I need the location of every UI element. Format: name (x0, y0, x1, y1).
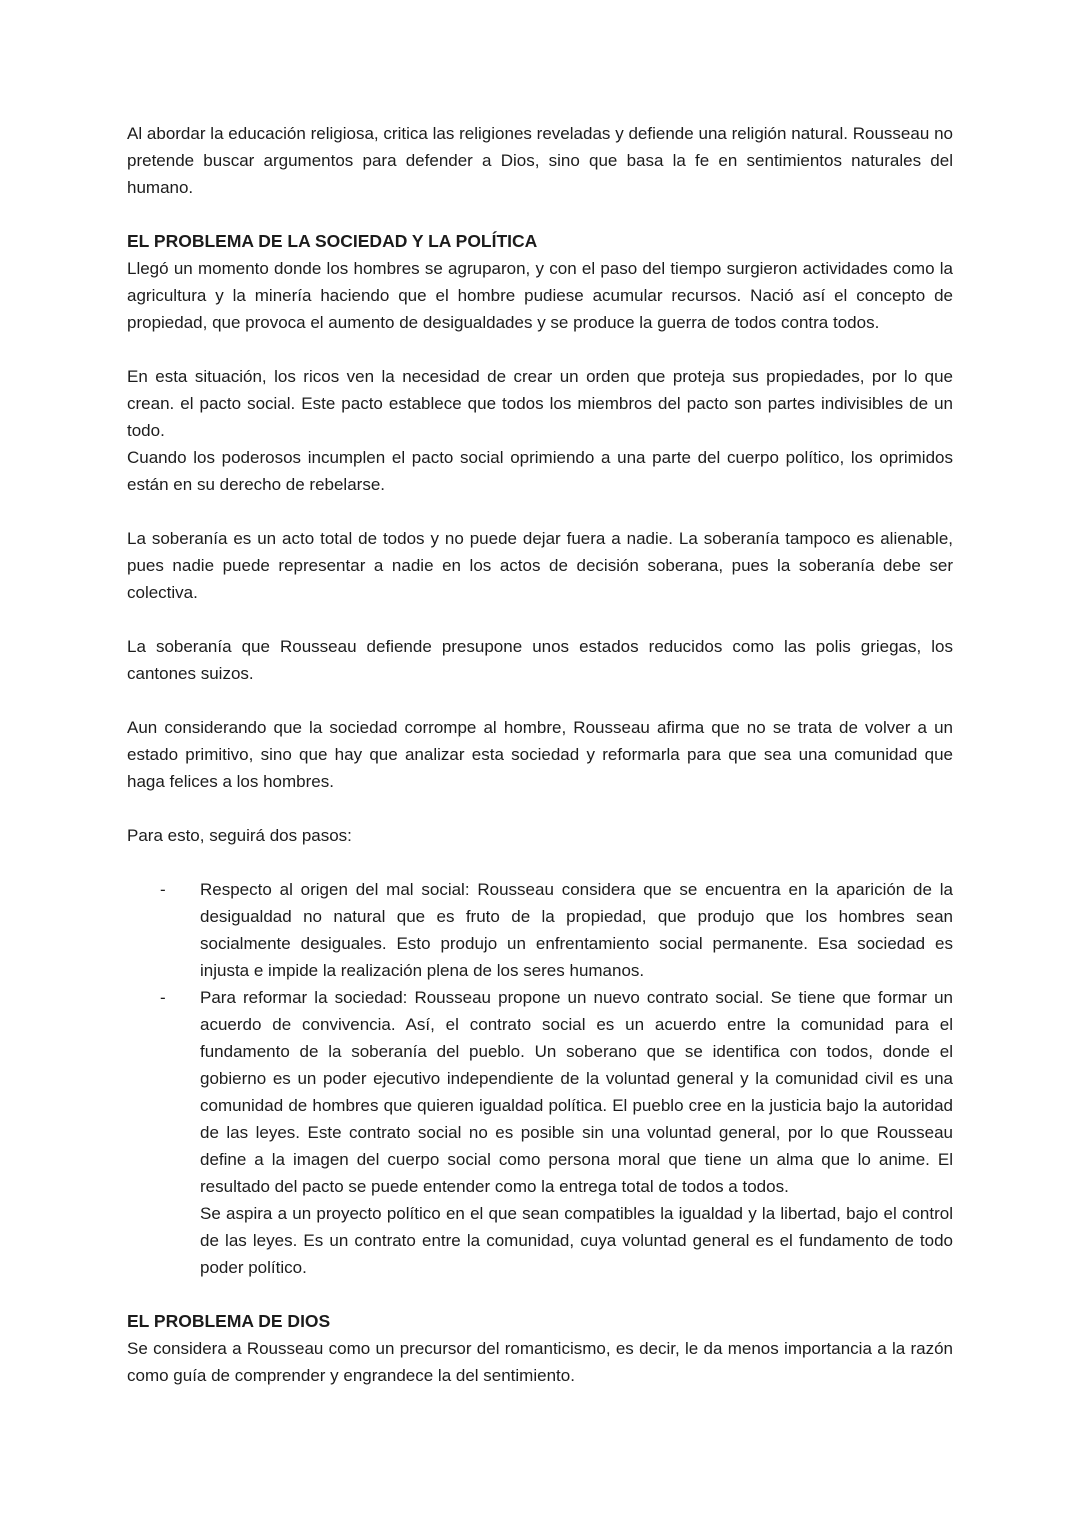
paragraph-pacto-social: En esta situación, los ricos ven la necesidad de crear un orden que proteja sus propiedades, por lo que crean. el pacto social. Este pacto establece que todos los miembros del pacto son partes indivisibles de un todo. (127, 367, 953, 440)
dash-bullet: - (160, 880, 166, 899)
intro-paragraph: Al abordar la educación religiosa, critica las religiones reveladas y defiende una religión natural. Rousseau no pretende buscar argumentos para defender a Dios, sino que basa la fe en sentimientos naturales del humano. (127, 124, 953, 197)
section-heading-dios: EL PROBLEMA DE DIOS (127, 1311, 331, 1331)
paragraph-reformar-sociedad: Aun considerando que la sociedad corrompe al hombre, Rousseau afirma que no se trata de volver a un estado primitivo, sino que hay que analizar esta sociedad y reformarla para que sea una comunidad que haga felices a los hombres. (127, 718, 953, 791)
list-item-origen-mal (127, 876, 953, 984)
list-item-paragraph: Para reformar la sociedad: Rousseau propone un nuevo contrato social. Se tiene que formar un acuerdo de convivencia. Así, el contrato social es un acuerdo entre la comunidad para el fundamento de la soberanía del pueblo. Un soberano que se identifica con todos, donde el gobierno es un poder ejecutivo independiente de la voluntad general y la comunidad civil es una comunidad de hombres que quieren igualdad política. El pueblo cree en la justicia bajo la autoridad de las leyes. Este contrato social no es posible sin una voluntad general, por lo que Rousseau define a la imagen del cuerpo social como persona moral que tiene un alma que lo anime. El resultado del pacto se puede entender como la entrega total de todos a todos. (200, 988, 953, 1196)
section-heading-society: EL PROBLEMA DE LA SOCIEDAD Y LA POLÍTICA (127, 231, 538, 251)
list-item-text: Respecto al origen del mal social: Rousseau considera que se encuentra en la aparición de la desigualdad no natural que es fruto de la propiedad, que produjo que los hombres sean socialmente desiguales. Esto produjo un enfrentamiento social permanente. Esa sociedad es injusta e impide la realización plena de los seres humanos. (200, 880, 953, 980)
document-page (127, 0, 953, 1389)
list-item-paragraph: Se aspira a un proyecto político en el que sean compatibles la igualdad y la libertad, bajo el control de las leyes. Es un contrato entre la comunidad, cuya voluntad general es el fundamento de todo poder político. (200, 1204, 953, 1277)
paragraph-soberania-total: La soberanía es un acto total de todos y no puede dejar fuera a nadie. La soberanía tampoco es alienable, pues nadie puede representar a nadie en los actos de decisión soberana, pues la soberanía debe ser colectiva. (127, 529, 953, 602)
paragraph-agrupacion: Llegó un momento donde los hombres se agruparon, y con el paso del tiempo surgieron actividades como la agricultura y la minería haciendo que el hombre pudiese acumular recursos. Nació así el concepto de propiedad, que provoca el aumento de desigualdades y se produce la guerra de todos contra todos. (127, 259, 953, 332)
paragraph-dos-pasos: Para esto, seguirá dos pasos: (127, 826, 352, 845)
paragraph-rebelion: Cuando los poderosos incumplen el pacto social oprimiendo a una parte del cuerpo político, los oprimidos están en su derecho de rebelarse. (127, 448, 953, 494)
paragraph-estados-reducidos: La soberanía que Rousseau defiende presupone unos estados reducidos como las polis griegas, los cantones suizos. (127, 637, 953, 683)
steps-list (127, 876, 953, 1281)
paragraph-romanticismo: Se considera a Rousseau como un precursor del romanticismo, es decir, le da menos importancia a la razón como guía de comprender y engrandece la del sentimiento. (127, 1339, 953, 1385)
list-item-reformar (127, 984, 953, 1281)
list-item-text (200, 984, 953, 1281)
dash-bullet: - (160, 988, 166, 1007)
